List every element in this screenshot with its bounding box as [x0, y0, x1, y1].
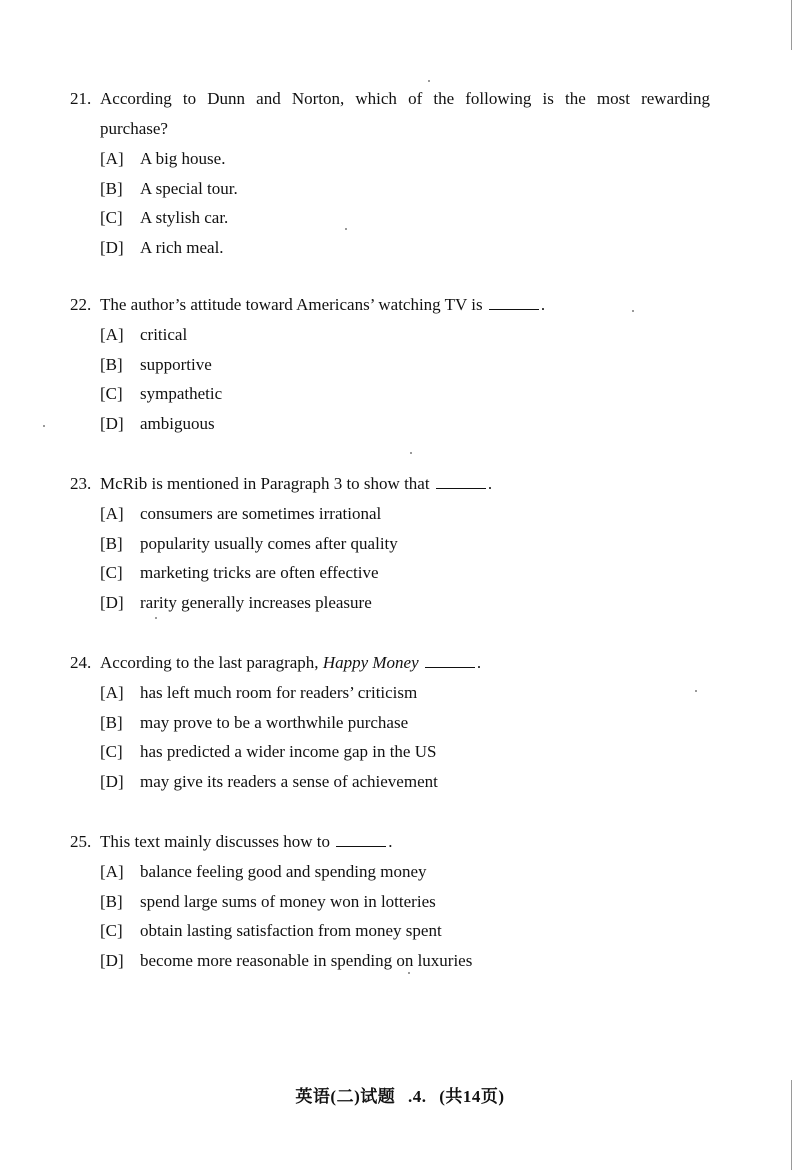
stem-punctuation: .	[540, 295, 546, 314]
stem-text: According to the last paragraph,	[100, 653, 319, 672]
option-b	[100, 529, 710, 559]
option-text: supportive	[140, 354, 212, 374]
option-letter: [C]	[100, 208, 123, 227]
option-letter: [A]	[100, 325, 124, 344]
stem-text: According to Dunn and Norton, which of the following is the most rewarding	[100, 89, 710, 108]
stem-text: This text mainly discusses how to	[100, 832, 330, 851]
option-letter: [C]	[100, 563, 123, 582]
answer-blank	[436, 472, 486, 489]
question-number: 21.	[70, 89, 92, 108]
option-a	[100, 144, 710, 174]
stem-punctuation: .	[476, 653, 482, 672]
option-a	[100, 857, 710, 887]
stem-text-continued: purchase?	[100, 119, 168, 138]
question-stem	[70, 469, 710, 499]
exam-subject: 英语(二)试题	[295, 1087, 396, 1106]
option-letter: [D]	[100, 237, 124, 257]
option-text: may prove to be a worthwhile purchase	[140, 712, 409, 732]
scan-speck	[43, 425, 45, 427]
option-d	[100, 409, 710, 439]
stem-text: The author’s attitude toward Americans’ watching TV is	[100, 295, 483, 314]
answer-blank	[336, 830, 386, 847]
option-text: may give its readers a sense of achievement	[140, 771, 438, 791]
option-text: critical	[140, 325, 188, 344]
question-stem	[70, 84, 710, 144]
option-d	[100, 588, 710, 618]
scan-speck	[155, 617, 157, 619]
option-c	[100, 379, 710, 409]
scan-speck	[428, 80, 430, 82]
option-text: rarity generally increases pleasure	[140, 592, 372, 612]
option-a	[100, 499, 710, 529]
option-text: ambiguous	[140, 413, 215, 433]
option-letter: [A]	[100, 683, 124, 702]
option-text: A rich meal.	[140, 237, 224, 257]
option-b	[100, 708, 710, 738]
total-pages: (共14页)	[439, 1087, 505, 1106]
option-text: balance feeling good and spending money	[140, 862, 427, 881]
option-text: popularity usually comes after quality	[140, 533, 398, 553]
option-letter: [D]	[100, 771, 124, 791]
option-text: has left much room for readers’ criticism	[140, 683, 418, 702]
options-list	[70, 678, 710, 796]
option-letter: [B]	[100, 533, 123, 553]
option-text: has predicted a wider income gap in the US	[140, 742, 437, 761]
option-text: A stylish car.	[140, 208, 229, 227]
question-24	[70, 648, 710, 796]
option-c	[100, 558, 710, 588]
option-letter: [B]	[100, 891, 123, 911]
option-letter: [A]	[100, 149, 124, 168]
option-text: sympathetic	[140, 384, 223, 403]
question-stem	[70, 827, 710, 857]
answer-blank	[489, 293, 539, 310]
book-title: Happy Money	[322, 653, 419, 672]
options-list	[70, 144, 710, 262]
option-b	[100, 174, 710, 204]
option-letter: [C]	[100, 742, 123, 761]
option-text: A special tour.	[140, 178, 238, 198]
question-stem	[70, 648, 710, 678]
option-a	[100, 320, 710, 350]
option-text: marketing tricks are often effective	[140, 563, 379, 582]
option-letter: [D]	[100, 950, 124, 970]
question-number: 24.	[70, 653, 92, 672]
question-number: 23.	[70, 474, 92, 493]
option-a	[100, 678, 710, 708]
scan-edge-line	[791, 0, 792, 50]
scan-speck	[410, 452, 412, 454]
question-22	[70, 290, 710, 438]
question-number: 25.	[70, 832, 92, 851]
question-21	[70, 84, 710, 262]
question-23	[70, 469, 710, 617]
stem-punctuation: .	[487, 474, 493, 493]
question-number: 22.	[70, 295, 92, 314]
option-letter: [B]	[100, 178, 123, 198]
option-b	[100, 887, 710, 917]
option-c	[100, 916, 710, 946]
option-c	[100, 737, 710, 767]
option-letter: [B]	[100, 712, 123, 732]
options-list	[70, 499, 710, 617]
options-list	[70, 320, 710, 438]
option-letter: [A]	[100, 862, 124, 881]
option-letter: [D]	[100, 592, 124, 612]
option-letter: [B]	[100, 354, 123, 374]
stem-punctuation: .	[388, 832, 393, 851]
question-25	[70, 827, 710, 975]
stem-text: McRib is mentioned in Paragraph 3 to show that	[100, 474, 430, 493]
option-text: spend large sums of money won in lotteries	[140, 891, 436, 911]
option-d	[100, 233, 710, 263]
option-d	[100, 946, 710, 976]
option-c	[100, 203, 710, 233]
option-text: obtain lasting satisfaction from money spent	[140, 921, 442, 940]
option-letter: [C]	[100, 384, 123, 403]
options-list	[70, 857, 710, 975]
question-stem	[70, 290, 710, 320]
page-footer	[0, 1082, 800, 1107]
page-number: .4.	[408, 1087, 427, 1106]
option-b	[100, 350, 710, 380]
option-text: consumers are sometimes irrational	[140, 504, 382, 523]
answer-blank	[425, 651, 475, 668]
option-letter: [A]	[100, 504, 124, 523]
option-text: A big house.	[140, 149, 226, 168]
option-letter: [D]	[100, 413, 124, 433]
option-letter: [C]	[100, 921, 123, 940]
option-d	[100, 767, 710, 797]
option-text: become more reasonable in spending on luxuries	[140, 950, 473, 970]
